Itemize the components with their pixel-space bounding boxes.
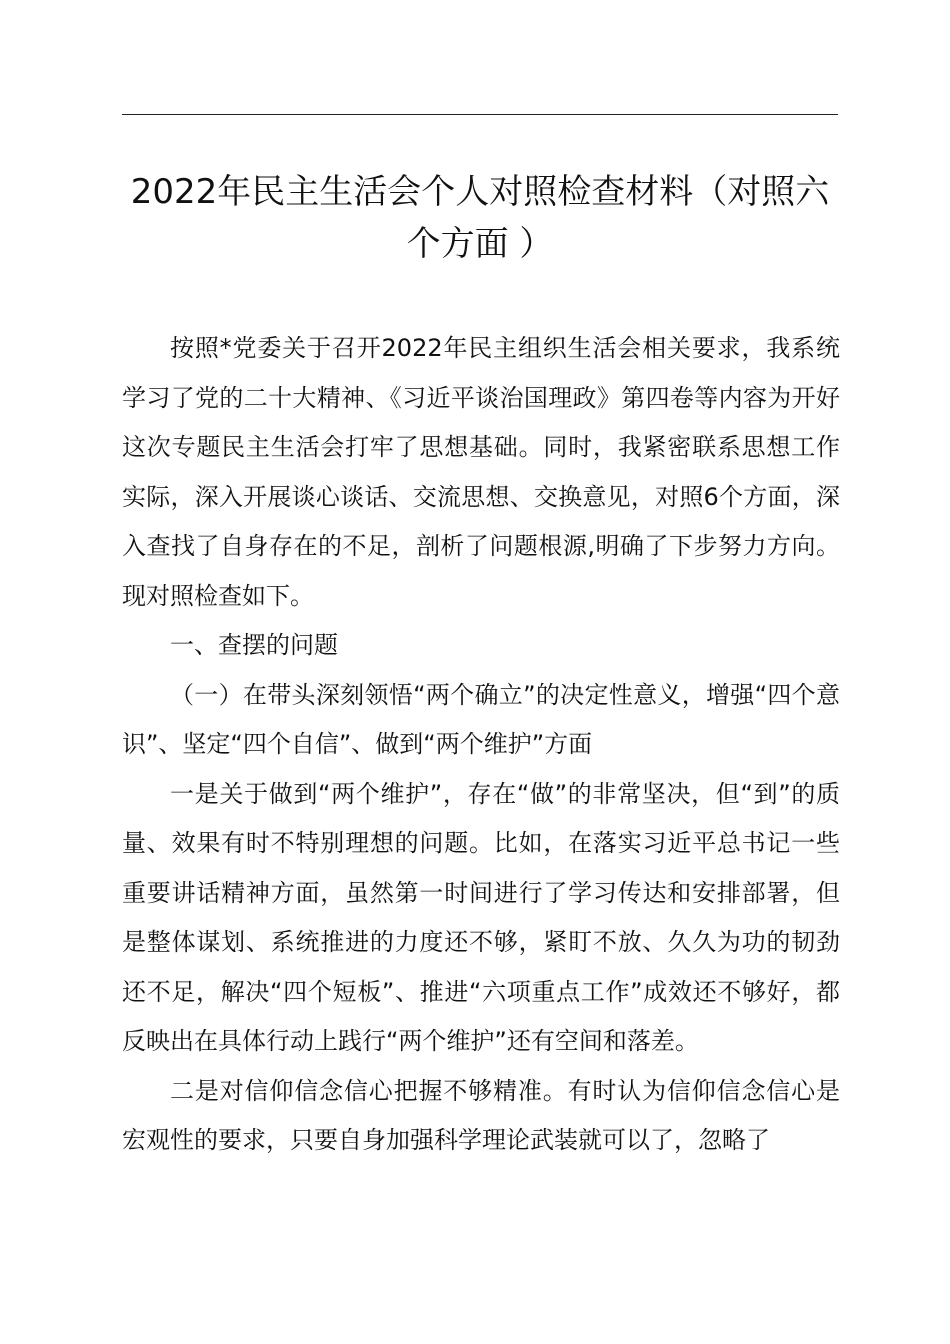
section-heading: 一、查摆的问题 <box>170 631 338 659</box>
intro-paragraph: 按照*党委关于召开2022年民主组织生活会相关要求，我系统学习了党的二十大精神、《习近平谈治国理政》第四卷等内容为开好这次专题民主生活会打牢了思想基础。同时，我紧密联系思想工作实际，深入开展谈心谈话、交流思想、交换意见，对照6个方面，深入查找了自身存在的不足，剖析了问题根源,明确了下步努力方向。现对照检查如下。 <box>122 334 840 610</box>
document-title: 2022年民主生活会个人对照检查材料（对照六个方面 ） <box>130 172 830 264</box>
header-rule <box>122 114 838 115</box>
body-paragraph: 一是关于做到“两个维护”，存在“做”的非常坚决，但“到”的质量、效果有时不特别理想的问题。比如，在落实习近平总书记一些重要讲话精神方面，虽然第一时间进行了学习传达和安排部署，但是整体谋划、系统推进的力度还不够，紧盯不放、久久为功的韧劲还不足，解决“四个短板”、推进“六项重点工作”成效还不够好，都反映出在具体行动上践行“两个维护”还有空间和落差。 <box>122 779 840 1055</box>
body-paragraph: 二是对信仰信念信心把握不够精准。有时认为信仰信念信心是宏观性的要求，只要自身加强科学理论武装就可以了，忽略了 <box>122 1076 840 1154</box>
subsection-heading: （一）在带头深刻领悟“两个确立”的决定性意义，增强“四个意识”、坚定“四个自信”、做到“两个维护”方面 <box>122 680 840 758</box>
document-body <box>122 324 840 1166</box>
